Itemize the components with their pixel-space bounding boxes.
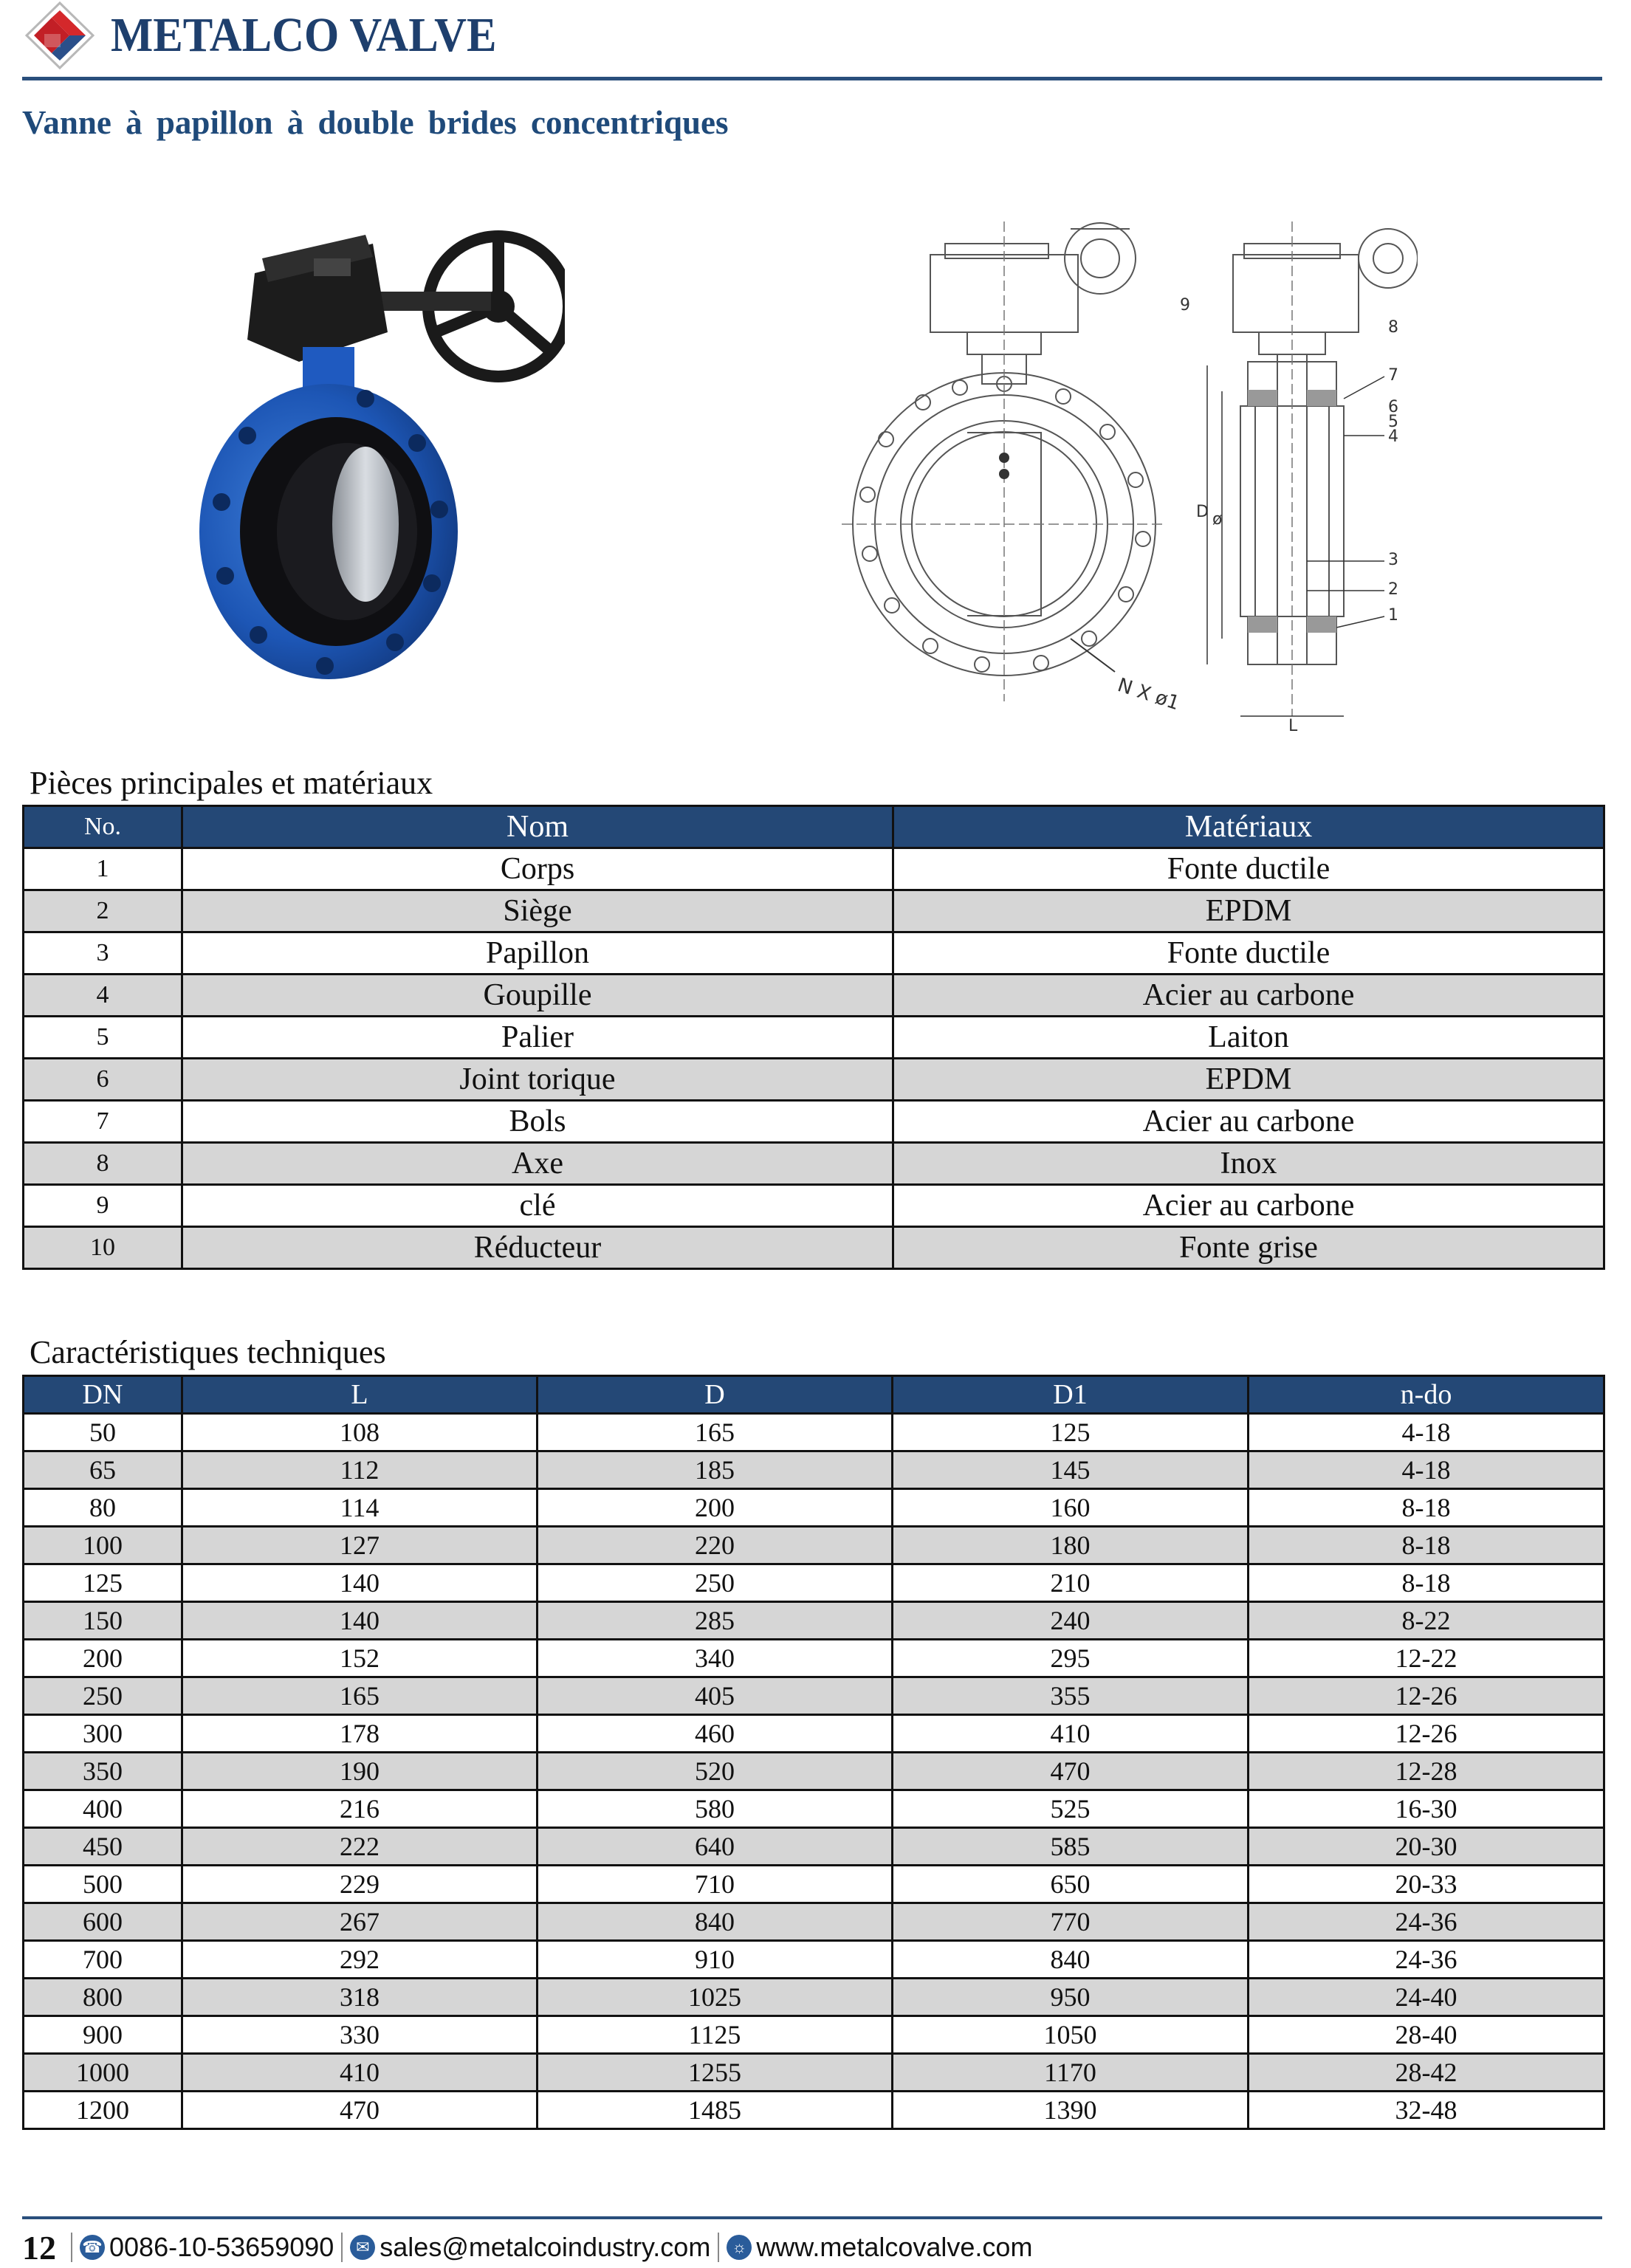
table-cell: 350: [24, 1753, 182, 1790]
table-cell: 1025: [538, 1979, 893, 2016]
table-row: [24, 1903, 1604, 1941]
table-cell: 250: [538, 1564, 893, 1602]
page-number: 12: [22, 2228, 56, 2267]
table-cell: 16-30: [1249, 1790, 1604, 1828]
table-row: [24, 1564, 1604, 1602]
table-cell: 8-18: [1249, 1489, 1604, 1527]
table-cell: Acier au carbone: [893, 1185, 1604, 1227]
table-row: [24, 1602, 1604, 1640]
table-cell: 20-30: [1249, 1828, 1604, 1866]
email-icon: ✉: [350, 2235, 375, 2260]
table-cell: 3: [24, 932, 182, 975]
table-cell: 710: [538, 1866, 893, 1903]
table-cell: 8-22: [1249, 1602, 1604, 1640]
bolt-spec-label: N X ø1: [1114, 674, 1183, 715]
table-cell: 165: [182, 1677, 538, 1715]
table-cell: 525: [893, 1790, 1249, 1828]
table-cell: 200: [24, 1640, 182, 1677]
brand-name: METALCO VALVE: [111, 8, 497, 62]
part-number-8: 8: [1388, 318, 1398, 337]
footer-separator: [718, 2233, 719, 2262]
footer-website[interactable]: www.metalcovalve.com: [756, 2232, 1033, 2262]
table-cell: 7: [24, 1101, 182, 1143]
table-row: [24, 2092, 1604, 2129]
table-cell: 8-18: [1249, 1527, 1604, 1564]
table-cell: 840: [893, 1941, 1249, 1979]
table-cell: 8: [24, 1143, 182, 1185]
part-number-1: 1: [1388, 606, 1398, 625]
front-view-drawing: [827, 214, 1211, 716]
table-cell: 470: [182, 2092, 538, 2129]
table-cell: 318: [182, 1979, 538, 2016]
table-cell: 185: [538, 1451, 893, 1489]
table-row: [24, 1143, 1604, 1185]
table-cell: 1485: [538, 2092, 893, 2129]
footer-divider: [22, 2216, 1602, 2219]
table-cell: 2: [24, 890, 182, 932]
dim-label-d1: ø: [1212, 510, 1223, 529]
table-cell: 1: [24, 848, 182, 890]
table-cell: 840: [538, 1903, 893, 1941]
table-row: [24, 1677, 1604, 1715]
table-cell: 127: [182, 1527, 538, 1564]
table-row: [24, 1185, 1604, 1227]
table-cell: 1200: [24, 2092, 182, 2129]
table-cell: 216: [182, 1790, 538, 1828]
table-cell: 910: [538, 1941, 893, 1979]
table-cell: 200: [538, 1489, 893, 1527]
table-cell: 950: [893, 1979, 1249, 2016]
table-cell: 1125: [538, 2016, 893, 2054]
table-cell: 267: [182, 1903, 538, 1941]
table-cell: 650: [893, 1866, 1249, 1903]
table-cell: 410: [182, 2054, 538, 2092]
table-cell: 405: [538, 1677, 893, 1715]
dim-label-d: D: [1196, 503, 1209, 521]
table-cell: 12-26: [1249, 1677, 1604, 1715]
table-row: [24, 2054, 1604, 2092]
column-header-nom: Nom: [182, 806, 893, 848]
footer: [22, 2227, 1032, 2268]
table-row: [24, 1979, 1604, 2016]
table-cell: 1000: [24, 2054, 182, 2092]
table-cell: 500: [24, 1866, 182, 1903]
table-cell: 1390: [893, 2092, 1249, 2129]
table-row: [24, 1941, 1604, 1979]
table-header-row: [24, 806, 1604, 848]
table-row: [24, 1227, 1604, 1269]
parts-table-caption: Pièces principales et matériaux: [30, 765, 433, 801]
table-cell: 140: [182, 1602, 538, 1640]
table-cell: Laiton: [893, 1017, 1604, 1059]
table-row: [24, 890, 1604, 932]
table-cell: Fonte ductile: [893, 848, 1604, 890]
table-cell: 340: [538, 1640, 893, 1677]
table-cell: 770: [893, 1903, 1249, 1941]
table-row: [24, 1715, 1604, 1753]
table-cell: 400: [24, 1790, 182, 1828]
table-cell: Fonte ductile: [893, 932, 1604, 975]
column-header-dn: DN: [24, 1376, 182, 1414]
table-cell: 6: [24, 1059, 182, 1101]
column-header-l: L: [182, 1376, 538, 1414]
table-cell: Réducteur: [182, 1227, 893, 1269]
table-cell: 150: [24, 1602, 182, 1640]
table-row: [24, 1451, 1604, 1489]
table-row: [24, 1828, 1604, 1866]
table-cell: 355: [893, 1677, 1249, 1715]
column-header-d: D: [538, 1376, 893, 1414]
table-cell: 24-36: [1249, 1941, 1604, 1979]
table-cell: 1255: [538, 2054, 893, 2092]
dim-label-l: L: [1288, 717, 1298, 731]
table-cell: 80: [24, 1489, 182, 1527]
column-header-d1: D1: [893, 1376, 1249, 1414]
table-row: [24, 932, 1604, 975]
table-cell: 1170: [893, 2054, 1249, 2092]
table-cell: 450: [24, 1828, 182, 1866]
column-header-materiaux: Matériaux: [893, 806, 1604, 848]
table-cell: 1050: [893, 2016, 1249, 2054]
table-cell: 229: [182, 1866, 538, 1903]
header-divider: [22, 77, 1602, 80]
table-cell: 108: [182, 1414, 538, 1451]
part-number-4: 4: [1388, 427, 1398, 446]
table-cell: 32-48: [1249, 2092, 1604, 2129]
company-logo: [22, 0, 97, 74]
part-number-6: 6: [1388, 398, 1398, 416]
table-cell: 600: [24, 1903, 182, 1941]
table-cell: Axe: [182, 1143, 893, 1185]
table-row: [24, 1101, 1604, 1143]
table-cell: 9: [24, 1185, 182, 1227]
specs-table-caption: Caractéristiques techniques: [30, 1334, 386, 1370]
footer-phone: 0086-10-53659090: [109, 2232, 334, 2262]
footer-email[interactable]: sales@metalcoindustry.com: [380, 2232, 711, 2262]
table-cell: 112: [182, 1451, 538, 1489]
table-cell: 140: [182, 1564, 538, 1602]
phone-icon: ☎: [80, 2235, 105, 2260]
table-cell: 8-18: [1249, 1564, 1604, 1602]
table-header-row: [24, 1376, 1604, 1414]
table-cell: 24-40: [1249, 1979, 1604, 2016]
table-cell: 178: [182, 1715, 538, 1753]
table-cell: EPDM: [893, 890, 1604, 932]
footer-separator: [71, 2233, 72, 2262]
table-row: [24, 1527, 1604, 1564]
table-cell: 20-33: [1249, 1866, 1604, 1903]
table-row: [24, 975, 1604, 1017]
table-cell: 10: [24, 1227, 182, 1269]
table-cell: Fonte grise: [893, 1227, 1604, 1269]
table-cell: 125: [24, 1564, 182, 1602]
table-cell: 4-18: [1249, 1414, 1604, 1451]
table-cell: 292: [182, 1941, 538, 1979]
table-cell: 28-40: [1249, 2016, 1604, 2054]
table-cell: 222: [182, 1828, 538, 1866]
table-cell: 125: [893, 1414, 1249, 1451]
table-cell: Acier au carbone: [893, 975, 1604, 1017]
table-cell: 220: [538, 1527, 893, 1564]
table-cell: 900: [24, 2016, 182, 2054]
table-cell: 4-18: [1249, 1451, 1604, 1489]
table-cell: 240: [893, 1602, 1249, 1640]
table-cell: 100: [24, 1527, 182, 1564]
table-cell: Joint torique: [182, 1059, 893, 1101]
table-cell: 165: [538, 1414, 893, 1451]
table-cell: 520: [538, 1753, 893, 1790]
table-cell: Acier au carbone: [893, 1101, 1604, 1143]
table-cell: 152: [182, 1640, 538, 1677]
part-number-5: 5: [1388, 413, 1398, 431]
table-cell: Inox: [893, 1143, 1604, 1185]
table-cell: 4: [24, 975, 182, 1017]
table-cell: 300: [24, 1715, 182, 1753]
table-cell: 410: [893, 1715, 1249, 1753]
table-cell: 145: [893, 1451, 1249, 1489]
table-cell: 470: [893, 1753, 1249, 1790]
table-cell: EPDM: [893, 1059, 1604, 1101]
table-row: [24, 848, 1604, 890]
table-cell: 12-28: [1249, 1753, 1604, 1790]
table-cell: 50: [24, 1414, 182, 1451]
table-cell: 12-26: [1249, 1715, 1604, 1753]
table-row: [24, 1059, 1604, 1101]
table-cell: 295: [893, 1640, 1249, 1677]
table-cell: 285: [538, 1602, 893, 1640]
globe-icon: ☼: [727, 2235, 752, 2260]
page-title: Vanne à papillon à double brides concentriques: [22, 104, 729, 141]
column-header-no: No.: [24, 806, 182, 848]
footer-separator: [341, 2233, 343, 2262]
table-cell: 65: [24, 1451, 182, 1489]
part-number-7: 7: [1388, 366, 1398, 385]
table-cell: 160: [893, 1489, 1249, 1527]
side-view-drawing: [1167, 214, 1418, 731]
table-cell: 180: [893, 1527, 1249, 1564]
table-cell: 585: [893, 1828, 1249, 1866]
table-cell: 5: [24, 1017, 182, 1059]
specs-table: [22, 1375, 1605, 2130]
table-cell: Palier: [182, 1017, 893, 1059]
part-number-2: 2: [1388, 580, 1398, 599]
table-cell: 640: [538, 1828, 893, 1866]
table-cell: clé: [182, 1185, 893, 1227]
table-cell: Bols: [182, 1101, 893, 1143]
table-cell: 24-36: [1249, 1903, 1604, 1941]
part-number-3: 3: [1388, 551, 1398, 569]
table-row: [24, 1489, 1604, 1527]
table-cell: 12-22: [1249, 1640, 1604, 1677]
table-cell: 114: [182, 1489, 538, 1527]
table-cell: 250: [24, 1677, 182, 1715]
table-cell: 460: [538, 1715, 893, 1753]
part-number-9: 9: [1180, 296, 1190, 315]
table-row: [24, 2016, 1604, 2054]
table-cell: Siège: [182, 890, 893, 932]
table-row: [24, 1640, 1604, 1677]
table-cell: Corps: [182, 848, 893, 890]
table-row: [24, 1017, 1604, 1059]
table-row: [24, 1753, 1604, 1790]
table-cell: 210: [893, 1564, 1249, 1602]
table-cell: 800: [24, 1979, 182, 2016]
table-cell: 580: [538, 1790, 893, 1828]
column-header-n-do: n-do: [1249, 1376, 1604, 1414]
table-cell: 330: [182, 2016, 538, 2054]
valve-photo: [151, 214, 565, 687]
table-cell: 700: [24, 1941, 182, 1979]
table-cell: Papillon: [182, 932, 893, 975]
table-row: [24, 1790, 1604, 1828]
table-cell: Goupille: [182, 975, 893, 1017]
table-cell: 190: [182, 1753, 538, 1790]
table-cell: 28-42: [1249, 2054, 1604, 2092]
parts-table: [22, 805, 1605, 1270]
table-row: [24, 1414, 1604, 1451]
table-row: [24, 1866, 1604, 1903]
